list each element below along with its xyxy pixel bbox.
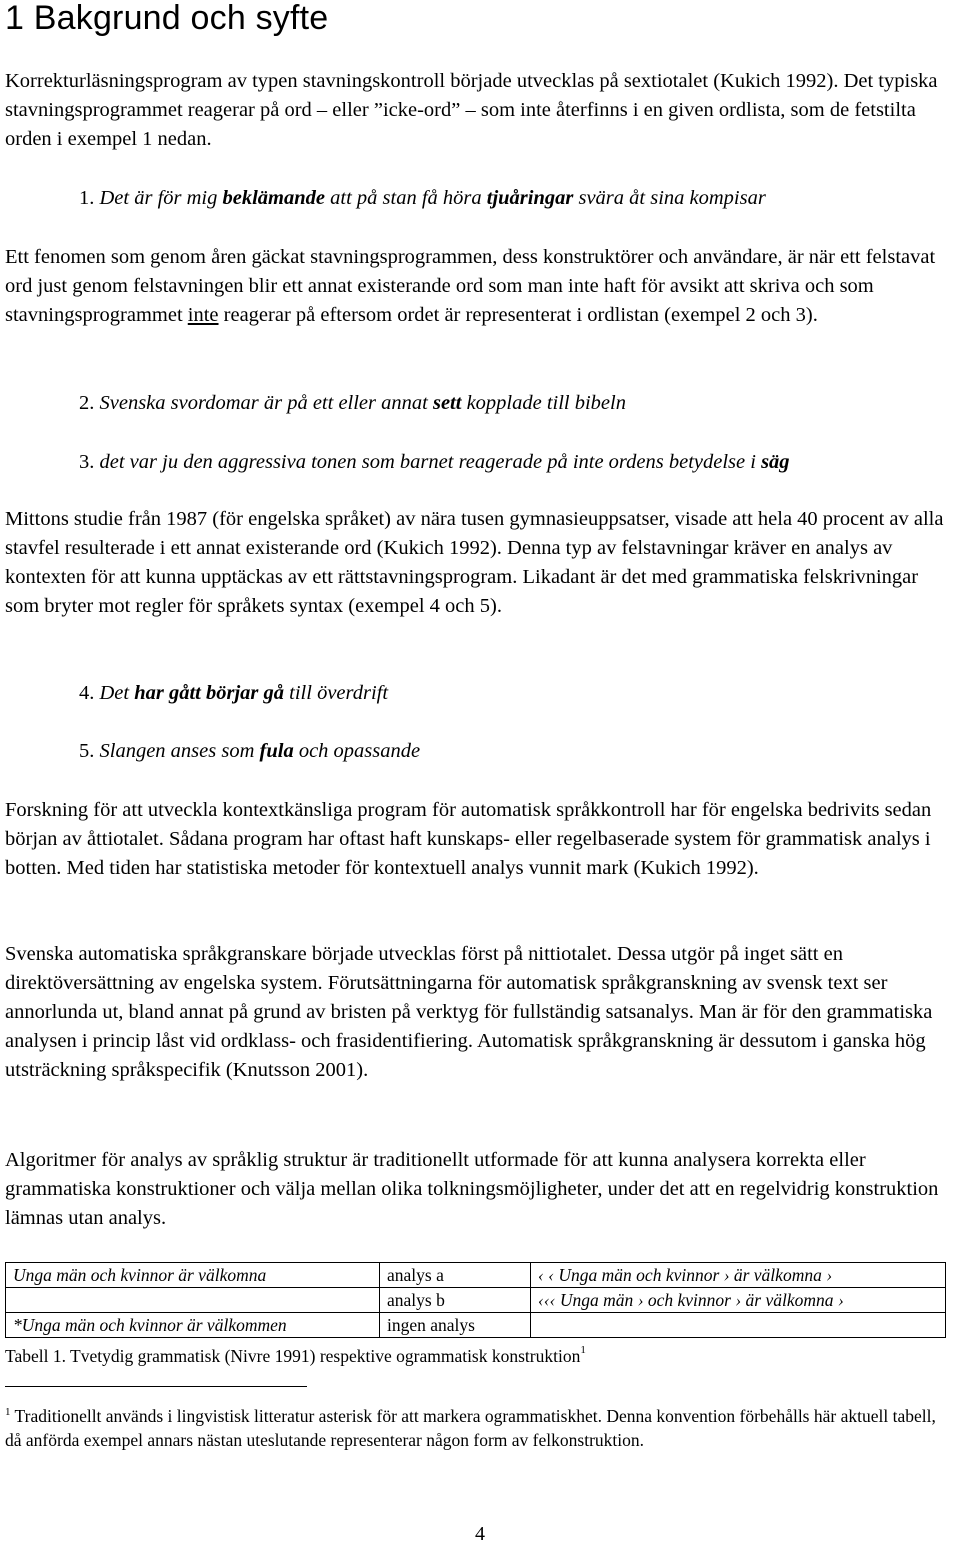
example-text: Slangen anses som <box>99 740 260 762</box>
example-text: det var ju den aggressiva tonen som barnet reagerade på inte ordens betydelse i <box>99 451 762 473</box>
paragraph-intro: Korrekturläsningsprogram av typen stavningskontroll började utvecklas på sextiotalet (Kukich 1992). Det typiska stavningsprogrammet reagerar på ord – eller ”icke-ord” – som inte återfinns i en given ordlista, som de fetstilta orden i exempel 1 nedan. <box>5 70 938 150</box>
example-text: kopplade till bibeln <box>461 392 626 414</box>
table-cell: ‹‹‹ Unga män › och kvinnor › är välkomna › <box>531 1288 946 1313</box>
table-cell: Unga män och kvinnor är välkomna <box>6 1263 380 1288</box>
table-cell: analys a <box>380 1263 531 1288</box>
footnote-number: 1 <box>5 1406 11 1418</box>
example-3 <box>79 448 790 477</box>
table-cell: ingen analys <box>380 1313 531 1338</box>
table-cell <box>6 1288 380 1313</box>
footnote-reference: 1 <box>580 1344 586 1356</box>
section-heading: 1 Bakgrund och syfte <box>5 0 329 37</box>
analysis-table <box>5 1262 946 1338</box>
paragraph-text: Ett fenomen som genom åren gäckat stavningsprogrammen, dess konstruktörer och användare, är när ett felstavat ord just genom felstavningen blir ett annat existerande ord som man inte haft för avsikt att skriva och som stavningsprogrammet <box>5 246 936 326</box>
paragraph-research: Forskning för att utveckla kontextkänsliga program för automatisk språkkontroll har för engelska bedrivits sedan början av åttiotalet. Sådana program har oftast haft kunskaps- eller regelbaserade system för grammatisk analys i botten. Med tiden har statistiska metoder för kontextuell analys vunnit mark (Kukich 1992). <box>5 799 932 879</box>
example-text: Det <box>99 682 135 704</box>
example-text: att på stan få höra <box>325 187 487 209</box>
example-bold-word: fula <box>259 740 294 762</box>
table-cell: *Unga män och kvinnor är välkommen <box>6 1313 380 1338</box>
paragraph-mitton: Mittons studie från 1987 (för engelska språket) av nära tusen gymnasieuppsatser, visade att hela 40 procent av alla stavfel resulterade i ett annat existerande ord (Kukich 1992). Denna typ av felstavningar kräver en analys av kontexten för att kunna upptäckas av ett rättstavningsprogram. Likadant är det med grammatiska felskrivningar som bryter mot regler för språkets syntax (exempel 4 och 5). <box>5 508 944 617</box>
example-4 <box>79 679 388 708</box>
footnote-text: Traditionellt används i lingvistisk litteratur asterisk för att markera ogrammatiskhet. Denna konvention förbehålls här aktuell tabell, då anförda exempel annars nästan uteslutande representerar någon form av felkonstruktion. <box>5 1405 936 1450</box>
example-5 <box>79 737 420 766</box>
table-row <box>6 1263 946 1288</box>
example-bold-word: säg <box>761 451 790 473</box>
example-number: 3. <box>79 451 95 473</box>
table-cell <box>531 1313 946 1338</box>
example-text: Svenska svordomar är på ett eller annat <box>99 392 433 414</box>
example-text: svära åt sina kompisar <box>573 187 766 209</box>
example-text: till överdrift <box>284 682 389 704</box>
underlined-word: inte <box>187 304 219 326</box>
table-cell: analys b <box>380 1288 531 1313</box>
footnote <box>5 1400 950 1452</box>
example-2 <box>79 389 626 418</box>
footnote-divider <box>5 1386 307 1387</box>
paragraph-swedish: Svenska automatiska språkgranskare började utvecklas först på nittiotalet. Dessa utgör på inget sätt en direktöversättning av engelska system. Förutsättningarna för automatisk språkgranskning av svensk text ser annorlunda ut, bland annat på grund av bristen på verktyg för fullständig satsanalys. Man är för den grammatiska analysen i princip låst vid ordklass- och frasidentifiering. Automatisk språkgranskning är dessutom i ganska hög utsträckning språkspecifik (Knutsson 2001). <box>5 943 933 1081</box>
example-text: och opassande <box>293 740 421 762</box>
example-bold-word: har gått börjar gå <box>134 682 285 704</box>
caption-text: Tabell 1. Tvetydig grammatisk (Nivre 1991) respektive ogrammatisk konstruktion <box>5 1345 581 1366</box>
table-row <box>6 1313 946 1338</box>
example-bold-word: tjuåringar <box>486 187 574 209</box>
table-row <box>6 1288 946 1313</box>
paragraph-false-words <box>5 243 950 330</box>
example-bold-word: sett <box>432 392 462 414</box>
page-number: 4 <box>475 1523 485 1545</box>
table-cell: ‹ ‹ Unga män och kvinnor › är välkomna › <box>531 1263 946 1288</box>
example-text: Det är för mig <box>99 187 223 209</box>
paragraph-algorithms: Algoritmer för analys av språklig struktur är traditionellt utformade för att kunna analysera korrekta eller grammatiska konstruktioner och välja mellan olika tolkningsmöjligheter, under det att en regelvidrig konstruktion lämnas utan analys. <box>5 1149 939 1229</box>
example-number: 1. <box>79 187 95 209</box>
example-number: 4. <box>79 682 95 704</box>
example-number: 5. <box>79 740 95 762</box>
table-caption <box>5 1340 586 1368</box>
example-bold-word: beklämande <box>222 187 325 209</box>
example-1 <box>79 184 766 213</box>
paragraph-text: reagerar på eftersom ordet är representerat i ordlistan (exempel 2 och 3). <box>218 304 818 326</box>
example-number: 2. <box>79 392 95 414</box>
